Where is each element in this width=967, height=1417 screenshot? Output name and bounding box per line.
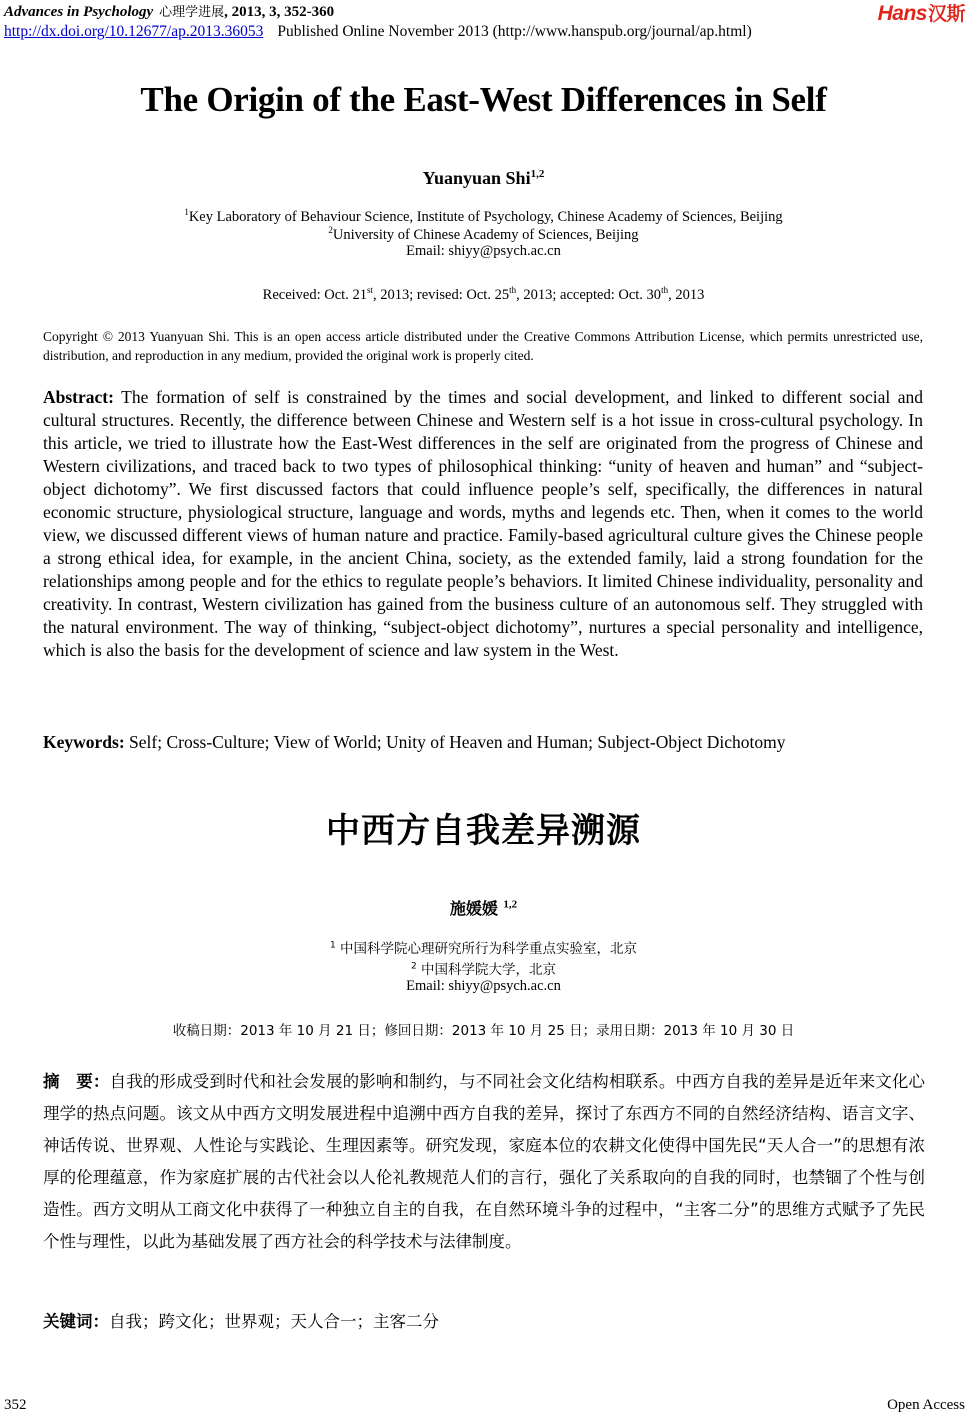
- affiliation-sup: 1: [329, 940, 336, 951]
- citation: , 2013, 3, 352-360: [224, 4, 335, 20]
- journal-name-cn: 心理学进展: [159, 5, 225, 20]
- accepted-date: , 2013; accepted: Oct. 30: [516, 286, 662, 303]
- keywords-label-cn: 关键词：: [43, 1312, 109, 1331]
- logo-text-cn: 汉斯: [927, 3, 965, 25]
- author-cn: [0, 896, 967, 919]
- abstract-text-cn: 自我的形成受到时代和社会发展的影响和制约，与不同社会文化结构相联系。中西方自我的差异是近年来文化心理学的热点问题。该文从中西方文明发展进程中追溯中西方自我的差异，探讨了东西方不同的自然经济结构、语言文字、神话传说、世界观、人性论与实践论、生理因素等。研究发现，家庭本位的农耕文化使得中国先民“天人合一”的思想有浓厚的伦理蕴意，作为家庭扩展的古代社会以人伦礼教规范人们的言行，强化了关系取向的自我的同时，也禁锢了个性与创造性。西方文明从工商文化中获得了一种独立自主的自我，在自然环境斗争的过程中，“主客二分”的思维方式赋予了先民个性与理性，以此为基础发展了西方社会的科学技术与法律制度。: [43, 1072, 926, 1251]
- affiliation-text: Key Laboratory of Behaviour Science, Institute of Psychology, Chinese Academy of Sciences, Beijing: [188, 208, 783, 225]
- author-sup: 1,2: [530, 168, 545, 180]
- affiliation-text: 中国科学院大学，北京: [421, 962, 557, 978]
- abstract-label-cn: 摘 要：: [43, 1072, 110, 1091]
- affiliation-sup: 1: [184, 207, 189, 217]
- hans-logo: [878, 0, 965, 26]
- doi-link[interactable]: http://dx.doi.org/10.12677/ap.2013.36053: [4, 23, 264, 40]
- author-sup: 1,2: [503, 898, 518, 911]
- keywords-cn: [43, 1308, 439, 1332]
- logo-text: Hans: [877, 2, 927, 25]
- open-access-label: Open Access: [887, 1397, 965, 1413]
- dates: [0, 285, 967, 304]
- revised-date: , 2013; revised: Oct. 25: [372, 286, 510, 303]
- affiliation-cn-2: [0, 958, 967, 978]
- affiliation-text: 中国科学院心理研究所行为科学重点实验室，北京: [340, 941, 638, 957]
- affiliation-2: [0, 225, 967, 244]
- keywords-text: Self; Cross-Culture; View of World; Unity of Heaven and Human; Subject-Object Dichotomy: [129, 732, 786, 752]
- journal-citation: [4, 1, 334, 21]
- email-cn: Email: shiyy@psych.ac.cn: [406, 978, 561, 994]
- published-online: Published Online November 2013 (http://www.hanspub.org/journal/ap.html): [277, 23, 752, 40]
- date-sup: th: [661, 285, 669, 295]
- date-sup: th: [509, 285, 517, 295]
- affiliation-sup: 2: [410, 961, 417, 972]
- received-date: Received: Oct. 21: [262, 286, 367, 303]
- affiliation-text: University of Chinese Academy of Sciences, Beijing: [332, 226, 639, 243]
- abstract-cn: [43, 1066, 925, 1258]
- page-number: 352: [4, 1397, 27, 1413]
- journal-name: Advances in Psychology: [4, 4, 154, 20]
- abstract-text: The formation of self is constrained by the times and social development, and linked to different social and cultural structures. Recently, the difference between Chinese and Western self is a hot issue in cross-cultural psychology. In this article, we tried to illustrate how the East-West differences in the self are originated from the progress of Chinese and Western civilizations, and traced back to two types of philosophical thinking: “unity of heaven and human” and “subject-object dichotomy”. We first discussed factors that could influence people’s self, specifically, the differences in natural economic structure, physiological structure, language and words, myths and legends etc. Then, when it comes to the world view, we discussed different views of human nature and practice. Family-based agricultural culture gives the Chinese people a strong ethical idea, for example, in the ancient China, society, as the extended family, laid a strong foundation for the relationships among people and for the ethics to regulate people’s behaviors. It limited Chinese individuality, personality and creativity. In contrast, Western civilization has gained from the business culture of an autonomous self. They struggled with the natural environment. The way of thinking, “subject-object dichotomy”, nurtures a special personality and intelligence, which is also the basis for the development of science and law system in the West.: [43, 387, 923, 660]
- author: [0, 168, 967, 189]
- abstract-en: [43, 386, 923, 662]
- affiliation-1: [0, 207, 967, 226]
- author-name: Yuanyuan Shi: [422, 168, 531, 188]
- date-tail: , 2013: [668, 286, 705, 303]
- email: Email: shiyy@psych.ac.cn: [406, 243, 561, 259]
- copyright-notice: Copyright © 2013 Yuanyuan Shi. This is an open access article distributed under the Creative Commons Attribution License, which permits unrestricted use, distribution, and reproduction in any medium, provided the original work is properly cited.: [43, 329, 923, 363]
- keywords-en: [43, 732, 943, 753]
- affiliation-cn-1: [0, 937, 967, 957]
- affiliation-sup: 2: [328, 225, 333, 235]
- abstract-label: Abstract:: [43, 387, 114, 407]
- date-sup: st: [366, 285, 373, 295]
- publication-line: [4, 23, 752, 41]
- keywords-label: Keywords:: [43, 732, 125, 752]
- paper-title-cn: 中西方自我差异溯源: [326, 811, 641, 851]
- paper-title: The Origin of the East-West Differences in Self: [140, 80, 827, 119]
- author-name-cn: 施媛媛: [449, 899, 498, 918]
- dates-cn: 收稿日期：2013 年 10 月 21 日；修回日期：2013 年 10 月 25 日；录用日期：2013 年 10 月 30 日: [172, 1023, 795, 1039]
- keywords-text-cn: 自我；跨文化；世界观；天人合一；主客二分: [109, 1312, 439, 1331]
